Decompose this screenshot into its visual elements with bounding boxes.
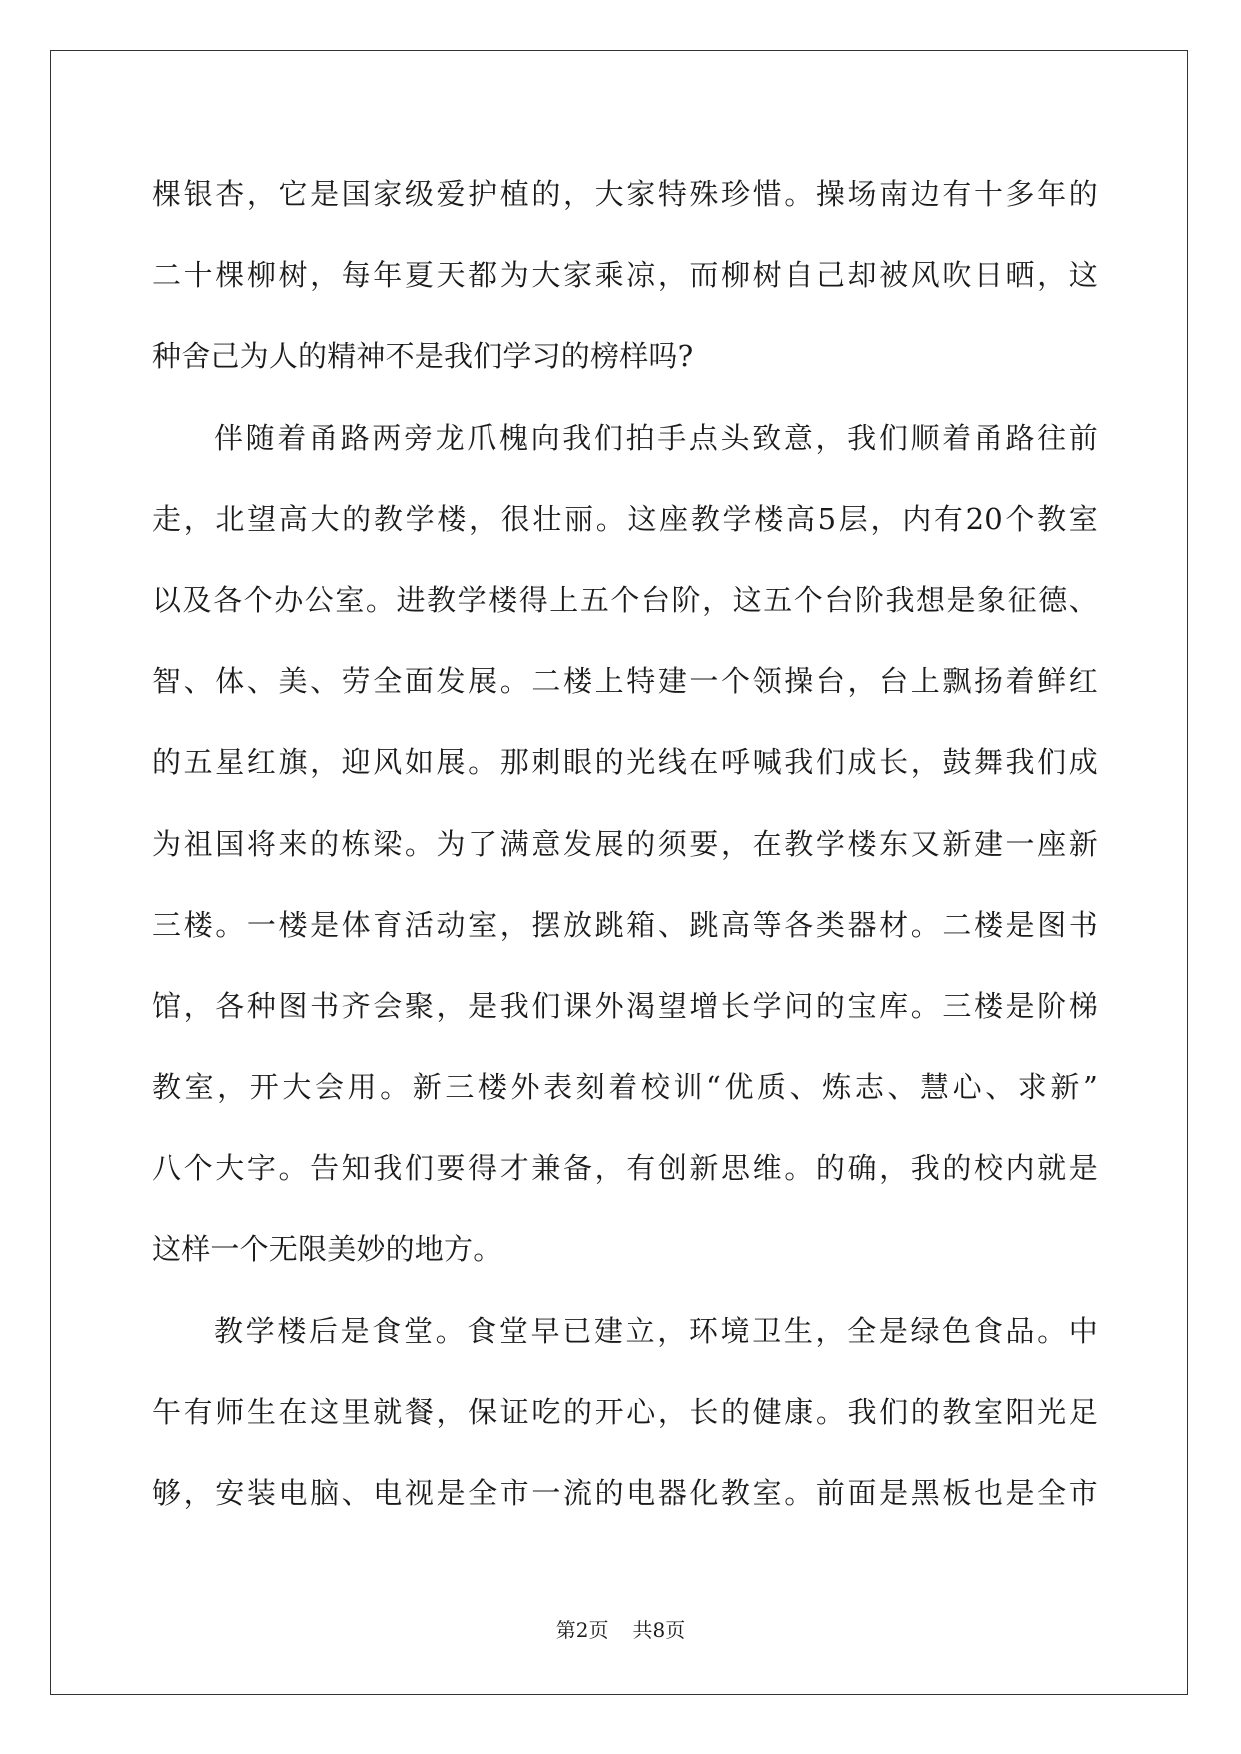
text-line: 走，北望高大的教学楼，很壮丽。这座教学楼高5层，内有20个教室 xyxy=(152,501,1098,536)
text-line: 这样一个无限美妙的地方。 xyxy=(152,1232,503,1267)
text-line: 伴随着甬路两旁龙爪槐向我们拍手点头致意，我们顺着甬路往前 xyxy=(214,420,1098,455)
text-line: 午有师生在这里就餐，保证吃的开心，长的健康。我们的教室阳光足 xyxy=(152,1394,1098,1429)
text-line: 的五星红旗，迎风如展。那刺眼的光线在呼喊我们成长，鼓舞我们成 xyxy=(152,745,1098,780)
text-line: 教室，开大会用。新三楼外表刻着校训“优质、炼志、慧心、求新” xyxy=(152,1070,1098,1105)
page-footer xyxy=(0,1614,1241,1643)
text-line: 三楼。一楼是体育活动室，摆放跳箱、跳高等各类器材。二楼是图书 xyxy=(152,907,1098,942)
text-line: 种舍己为人的精神不是我们学习的榜样吗? xyxy=(152,339,694,374)
text-line: 二十棵柳树，每年夏天都为大家乘凉，而柳树自己却被风吹日晒，这 xyxy=(152,258,1098,293)
document-body xyxy=(152,154,1098,1534)
text-line: 教学楼后是食堂。食堂早已建立，环境卫生，全是绿色食品。中 xyxy=(214,1313,1098,1348)
total-pages-label: 共8页 xyxy=(632,1618,686,1642)
text-line: 智、体、美、劳全面发展。二楼上特建一个领操台，台上飘扬着鲜红 xyxy=(152,664,1098,699)
text-line: 馆，各种图书齐会聚，是我们课外渴望增长学问的宝库。三楼是阶梯 xyxy=(152,988,1098,1023)
text-line: 棵银杏，它是国家级爱护植的，大家特殊珍惜。操场南边有十多年的 xyxy=(152,177,1098,211)
current-page-label: 第2页 xyxy=(555,1618,609,1642)
text-line: 八个大字。告知我们要得才兼备，有创新思维。的确，我的校内就是 xyxy=(152,1151,1098,1186)
text-line: 够，安装电脑、电视是全市一流的电器化教室。前面是黑板也是全市 xyxy=(152,1476,1098,1510)
text-line: 为祖国将来的栋梁。为了满意发展的须要，在教学楼东又新建一座新 xyxy=(152,826,1098,861)
text-line: 以及各个办公室。进教学楼得上五个台阶，这五个台阶我想是象征德、 xyxy=(152,582,1098,617)
